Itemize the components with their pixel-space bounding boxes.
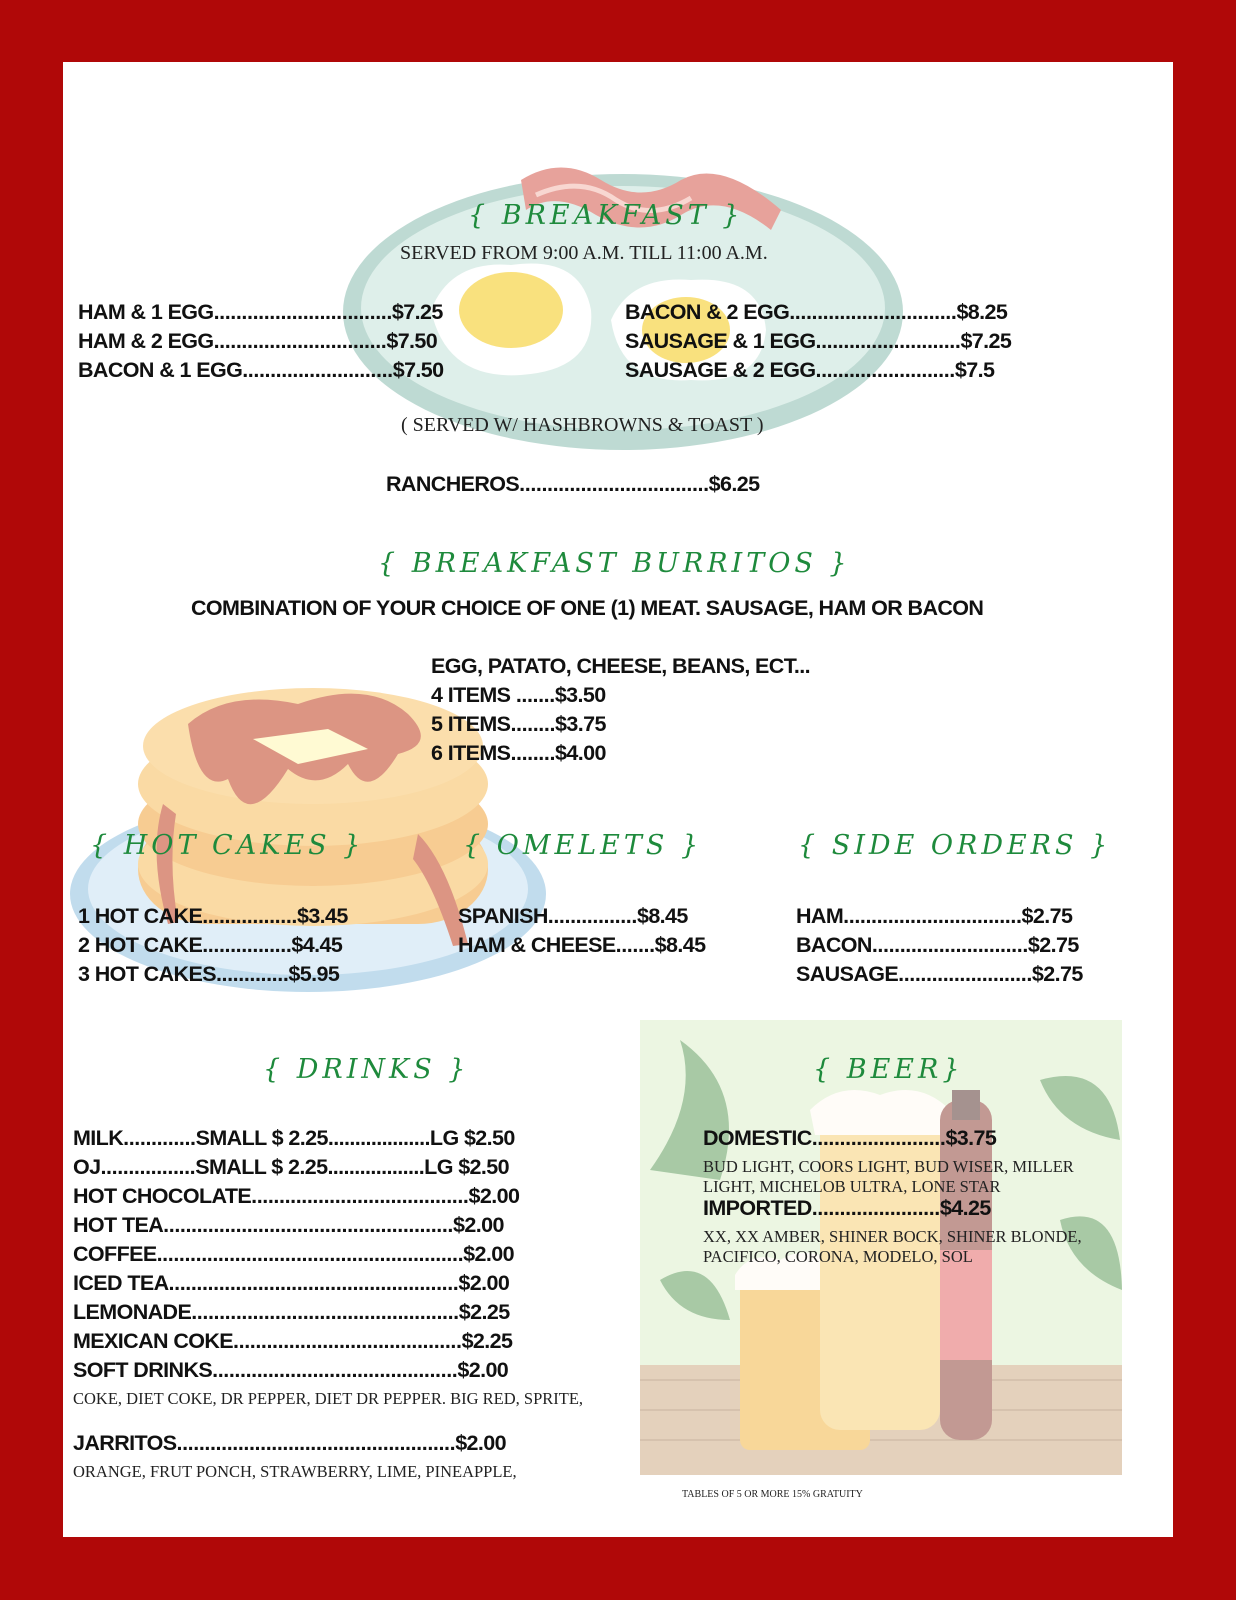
menu-item: 3 HOT CAKES.............$5.95 [78,962,340,986]
menu-item: HAM & 1 EGG................................$7.25 [78,300,443,324]
domestic-beer-note: BUD LIGHT, COORS LIGHT, BUD WISER, MILLER LIGHT, MICHELOB ULTRA, LONE STAR [703,1157,1074,1196]
menu-item: 5 ITEMS........$3.75 [431,712,606,736]
menu-item: 4 ITEMS .......$3.50 [431,683,606,707]
soft-drinks-note: COKE, DIET COKE, DR PEPPER, DIET DR PEPPER. BIG RED, SPRITE, [73,1389,584,1408]
menu-item: IMPORTED.......................$4.25 [703,1196,991,1220]
menu-item: HAM & CHEESE.......$8.45 [458,933,706,957]
rancheros-item: RANCHEROS..................................$6.25 [386,472,760,496]
menu-item: SOFT DRINKS............................................$2.00 [73,1358,509,1382]
menu-item: MEXICAN COKE.........................................$2.25 [73,1329,513,1353]
menu-item: JARRITOS..................................................$2.00 [73,1431,507,1455]
burritos-description: COMBINATION OF YOUR CHOICE OF ONE (1) MEAT. SAUSAGE, HAM OR BACON [191,596,984,620]
menu-item: BACON............................$2.75 [796,933,1079,957]
gratuity-note: TABLES OF 5 OR MORE 15% GRATUITY [682,1489,863,1500]
burritos-title: { BREAKFAST BURRITOS } [378,548,851,579]
menu-item: MILK.............SMALL $ 2.25...................LG $2.50 [73,1126,515,1150]
omelets-title: { OMELETS } [463,830,703,861]
menu-item: HOT CHOCOLATE.......................................$2.00 [73,1184,520,1208]
menu-item: 2 HOT CAKE................$4.45 [78,933,343,957]
jarritos-note: ORANGE, FRUT PONCH, STRAWBERRY, LIME, PINEAPPLE, [73,1462,517,1481]
breakfast-hours: SERVED FROM 9:00 A.M. TILL 11:00 A.M. [400,242,768,264]
menu-item: HAM................................$2.75 [796,904,1073,928]
menu-item: LEMONADE................................................$2.25 [73,1300,510,1324]
menu-item: BACON & 1 EGG...........................$7.50 [78,358,444,382]
side-orders-title: { SIDE ORDERS } [798,830,1112,861]
menu-item: HOT TEA....................................................$2.00 [73,1213,504,1237]
menu-page [63,62,1173,1537]
menu-item: SAUSAGE & 1 EGG..........................$7.25 [625,329,1012,353]
menu-item: ICED TEA....................................................$2.00 [73,1271,510,1295]
beer-title: { BEER} [813,1054,964,1085]
drinks-title: { DRINKS } [263,1054,470,1085]
menu-item: 6 ITEMS........$4.00 [431,741,606,765]
menu-item: OJ.................SMALL $ 2.25..................LG $2.50 [73,1155,509,1179]
menu-item: DOMESTIC........................$3.75 [703,1126,997,1150]
menu-item: SAUSAGE & 2 EGG.........................$7.5 [625,358,995,382]
burritos-fillings: EGG, PATATO, CHEESE, BEANS, ECT... [431,654,810,678]
hot-cakes-title: { HOT CAKES } [90,830,365,861]
menu-item: SAUSAGE........................$2.75 [796,962,1083,986]
menu-item: BACON & 2 EGG..............................$8.25 [625,300,1008,324]
imported-beer-note: XX, XX AMBER, SHINER BOCK, SHINER BLONDE, PACIFICO, CORONA, MODELO, SOL [703,1227,1082,1266]
menu-item: HAM & 2 EGG...............................$7.50 [78,329,438,353]
menu-item: SPANISH................$8.45 [458,904,688,928]
menu-item: 1 HOT CAKE.................$3.45 [78,904,348,928]
breakfast-served-with: ( SERVED W/ HASHBROWNS & TOAST ) [401,414,764,436]
breakfast-title: { BREAKFAST } [468,200,744,231]
menu-item: COFFEE.......................................................$2.00 [73,1242,514,1266]
